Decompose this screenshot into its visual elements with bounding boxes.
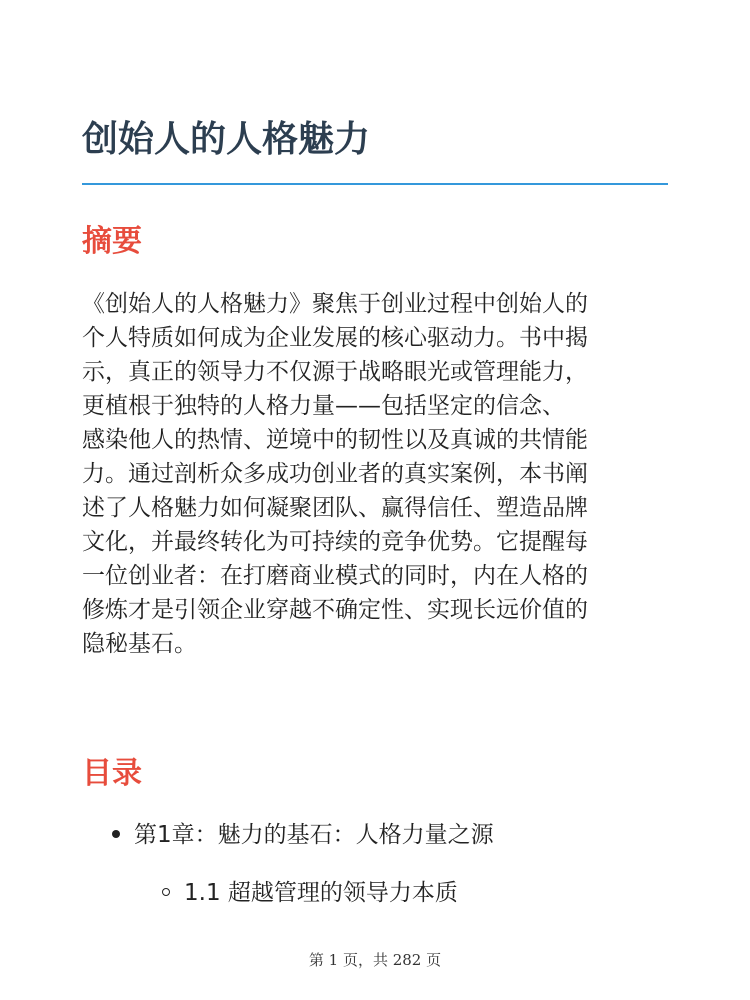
abstract-line: 个人特质如何成为企业发展的核心驱动力。书中揭: [82, 325, 588, 351]
abstract-line: 示，真正的领导力不仅源于战略眼光或管理能力，: [82, 359, 588, 385]
page-title: 创始人的人格魅力: [82, 119, 371, 160]
abstract-line: 一位创业者：在打磨商业模式的同时，内在人格的: [82, 563, 588, 589]
toc-entry-label: 1.1 超越管理的领导力本质: [184, 880, 458, 906]
abstract-line: 隐秘基石。: [82, 631, 197, 657]
abstract-line: 力。通过剖析众多成功创业者的真实案例，本书阐: [82, 461, 588, 487]
abstract-line: 更植根于独特的人格力量——包括坚定的信念、: [82, 393, 565, 419]
abstract-line: 修炼才是引领企业穿越不确定性、实现长远价值的: [82, 597, 588, 623]
abstract-body: [82, 287, 682, 661]
abstract-line: 文化，并最终转化为可持续的竞争优势。它提醒每: [82, 529, 588, 555]
toc-entry-label: 第1章：魅力的基石：人格力量之源: [134, 822, 494, 848]
filled-bullet-icon: [112, 830, 120, 838]
abstract-heading: 摘要: [82, 224, 142, 259]
toc-entry-chapter-1[interactable]: [112, 818, 494, 852]
page-number-footer: 第 1 页，共 282 页: [308, 951, 442, 969]
toc-entry-section-1-1[interactable]: [162, 876, 458, 910]
hollow-bullet-icon: [162, 888, 170, 896]
toc-heading: 目录: [82, 756, 142, 791]
title-divider: [82, 183, 668, 185]
abstract-line: 述了人格魅力如何凝聚团队、赢得信任、塑造品牌: [82, 495, 588, 521]
abstract-line: 《创始人的人格魅力》聚焦于创业过程中创始人的: [82, 291, 588, 317]
abstract-line: 感染他人的热情、逆境中的韧性以及真诚的共情能: [82, 427, 588, 453]
